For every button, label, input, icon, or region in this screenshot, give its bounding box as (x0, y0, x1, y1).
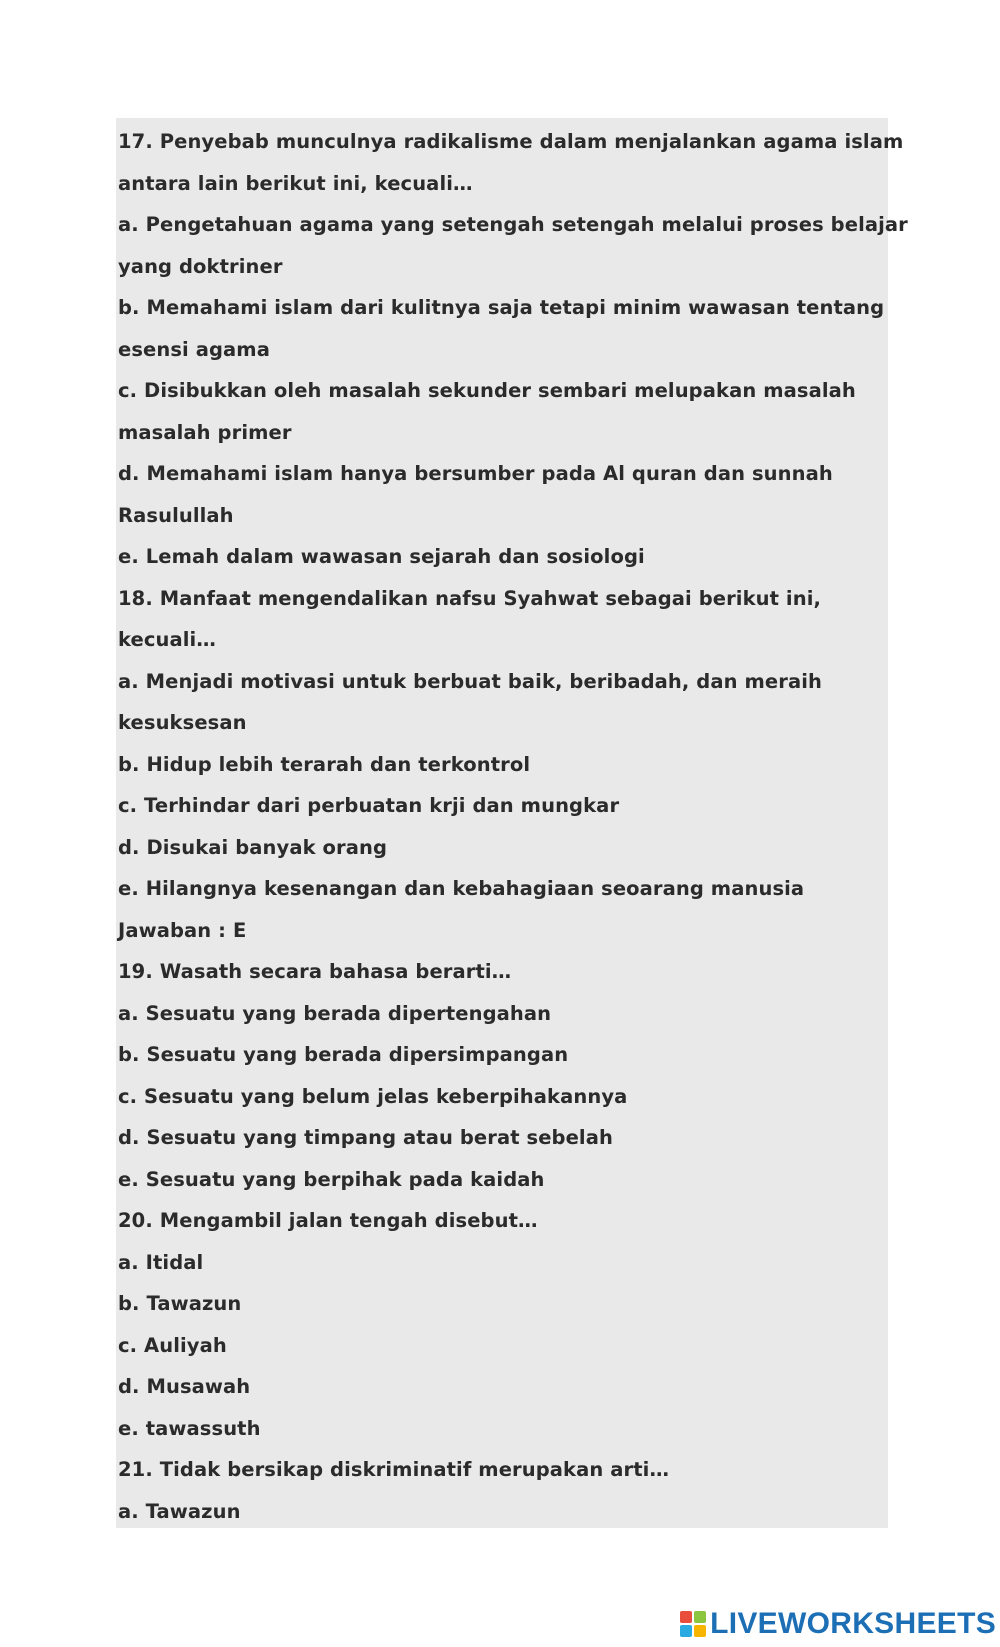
text-line: b. Memahami islam dari kulitnya saja tetapi minim wawasan tentang (118, 296, 885, 319)
text-line: 20. Mengambil jalan tengah disebut… (118, 1209, 538, 1232)
text-line: 17. Penyebab munculnya radikalisme dalam menjalankan agama islam (118, 130, 904, 153)
text-line: e. Hilangnya kesenangan dan kebahagiaan seoarang manusia (118, 877, 805, 900)
text-line: a. Tawazun (118, 1499, 241, 1523)
text-line: a. Menjadi motivasi untuk berbuat baik, beribadah, dan meraih (118, 669, 822, 693)
logo-tile (694, 1611, 706, 1623)
text-line: kesuksesan (118, 711, 247, 734)
text-line: d. Musawah (118, 1375, 251, 1398)
liveworksheets-logo-icon (680, 1611, 706, 1637)
worksheet-page (116, 118, 908, 1528)
text-line: c. Terhindar dari perbuatan krji dan mungkar (118, 794, 620, 817)
text-line: c. Auliyah (118, 1333, 227, 1357)
answer-line: Jawaban : E (118, 918, 247, 942)
logo-tile (694, 1625, 706, 1637)
text-line: d. Sesuatu yang timpang atau berat sebelah (118, 1126, 613, 1149)
text-line: c. Sesuatu yang belum jelas keberpihakannya (118, 1084, 628, 1108)
logo-tile (680, 1625, 692, 1637)
text-line: b. Hidup lebih terarah dan terkontrol (118, 752, 531, 776)
text-line: 21. Tidak bersikap diskriminatif merupakan arti… (118, 1458, 670, 1481)
text-line: antara lain berikut ini, kecuali… (118, 171, 473, 195)
text-line: e. tawassuth (118, 1416, 261, 1440)
text-line: yang doktriner (118, 254, 283, 278)
text-line: Rasulullah (118, 503, 234, 527)
text-line: e. Lemah dalam wawasan sejarah dan sosiologi (118, 545, 645, 568)
text-line: d. Disukai banyak orang (118, 835, 388, 859)
text-line: a. Itidal (118, 1250, 204, 1274)
text-line: esensi agama (118, 337, 270, 361)
text-line: masalah primer (118, 420, 292, 444)
text-line: 18. Manfaat mengendalikan nafsu Syahwat sebagai berikut ini, (118, 586, 821, 610)
text-line: e. Sesuatu yang berpihak pada kaidah (118, 1167, 545, 1191)
text-line: b. Sesuatu yang berada dipersimpangan (118, 1043, 569, 1066)
text-line: c. Disibukkan oleh masalah sekunder sembari melupakan masalah (118, 379, 856, 402)
text-line: kecuali… (118, 628, 216, 651)
text-line: a. Sesuatu yang berada dipertengahan (118, 1001, 552, 1025)
brand-wordmark: LIVEWORKSHEETS (710, 1607, 996, 1640)
text-line: d. Memahami islam hanya bersumber pada Al quran dan sunnah (118, 462, 833, 485)
text-line: a. Pengetahuan agama yang setengah setengah melalui proses belajar (118, 213, 908, 236)
text-line: b. Tawazun (118, 1292, 242, 1315)
logo-tile (680, 1611, 692, 1623)
liveworksheets-brand (680, 1607, 996, 1641)
text-line: 19. Wasath secara bahasa berarti… (118, 960, 512, 983)
